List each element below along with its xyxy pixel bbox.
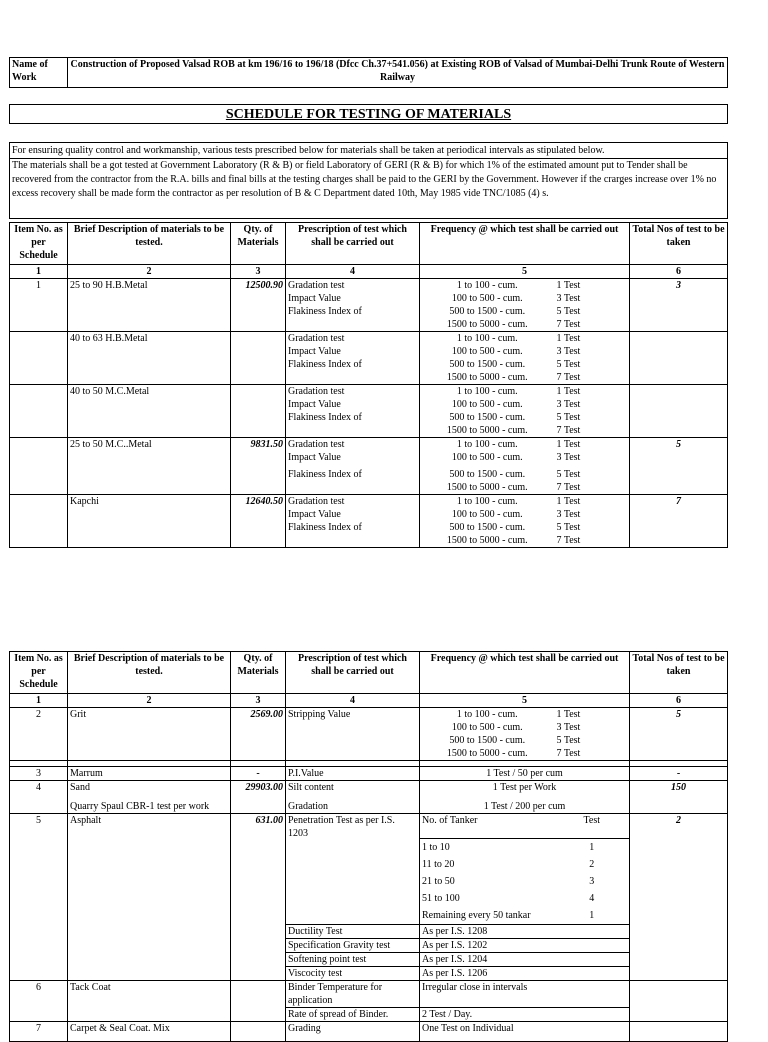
- freq-test: 5 Test: [556, 522, 581, 533]
- name-of-work-text: Construction of Proposed Valsad ROB at km 196/16 to 196/18 (Dfcc Ch.37+541.056) at Existing ROB of Valsad of Mumbai-Delhi Trunk Route of Western Railway: [68, 58, 728, 88]
- freq-range: 500 to 1500 - cum.: [449, 359, 526, 370]
- freq-range: 1 to 100 - cum.: [456, 439, 518, 450]
- freq-range: 1500 to 5000 - cum.: [446, 372, 528, 383]
- col-num-5: 5: [420, 694, 630, 708]
- testing-table-2: [9, 651, 728, 1042]
- item-number: [10, 438, 68, 495]
- material-quantity: [231, 332, 286, 385]
- material-description: Kapchi: [68, 495, 231, 548]
- frequency-ranges: [420, 708, 555, 761]
- freq-test: 3 Test: [556, 509, 581, 520]
- col-num-3: 3: [231, 694, 286, 708]
- test-prescription: [286, 438, 420, 495]
- sand-freq: 1 Test per Work: [492, 782, 557, 793]
- freq-test: 7 Test: [556, 482, 581, 493]
- total-tests: 2: [630, 814, 728, 981]
- freq-test: 1 Test: [556, 386, 581, 397]
- tanker-test-count: 2: [589, 859, 595, 870]
- freq-test: 3 Test: [556, 293, 581, 304]
- total-tests: 150: [630, 781, 728, 814]
- frequency-text: As per I.S. 1204: [420, 953, 630, 967]
- tanker-test-count: 3: [589, 876, 595, 887]
- total-tests: [630, 385, 728, 438]
- freq-test: 5 Test: [556, 306, 581, 317]
- total-tests: [630, 981, 728, 1022]
- test-name: Flakiness Index of: [288, 359, 362, 370]
- frequency-tests: [555, 495, 630, 548]
- test-name: Impact Value: [288, 399, 341, 410]
- quarry-label: Quarry Spaul CBR-1 test per work: [70, 801, 210, 812]
- quarry-freq: 1 Test / 200 per cum: [483, 801, 566, 812]
- freq-range: 1500 to 5000 - cum.: [446, 319, 528, 330]
- material-description: Tack Coat: [68, 981, 231, 1022]
- material-quantity: 12500.90: [231, 279, 286, 332]
- frequency-tests: [555, 332, 630, 385]
- table-row-grit: [10, 708, 728, 761]
- col-num-3: 3: [231, 265, 286, 279]
- frequency-text: One Test on Individual: [420, 1022, 630, 1042]
- frequency-tests: [555, 708, 630, 761]
- freq-test: 1 Test: [556, 439, 581, 450]
- silt-test: Silt content: [288, 782, 334, 793]
- test-name: Impact Value: [288, 346, 341, 357]
- material-quantity: [231, 1022, 286, 1042]
- table-row-asphalt: [10, 814, 728, 925]
- test-name: Gradation test: [288, 333, 345, 344]
- freq-test: 5 Test: [556, 735, 581, 746]
- test-prescription: [286, 385, 420, 438]
- tanker-test-header: Test: [555, 814, 630, 839]
- col-num-2: 2: [68, 265, 231, 279]
- test-prescription: Ductility Test: [286, 925, 420, 939]
- material-description: Grit: [68, 708, 231, 761]
- material-description: 40 to 50 M.C.Metal: [68, 385, 231, 438]
- table-row: [10, 385, 728, 438]
- tanker-test-count: 4: [589, 893, 595, 904]
- test-name: Flakiness Index of: [288, 469, 362, 480]
- material-description: Asphalt: [68, 814, 231, 981]
- header-qty: Qty. of Materials: [231, 223, 286, 265]
- freq-test: 5 Test: [556, 359, 581, 370]
- frequency-ranges: [420, 438, 555, 495]
- tanker-range: 51 to 100: [422, 893, 460, 904]
- tanker-range: 1 to 10: [422, 842, 450, 853]
- col-num-4: 4: [286, 694, 420, 708]
- test-prescription: Specification Gravity test: [286, 939, 420, 953]
- freq-test: 5 Test: [556, 412, 581, 423]
- test-prescription: Stripping Value: [286, 708, 420, 761]
- freq-test: 3 Test: [556, 346, 581, 357]
- freq-range: 1 to 100 - cum.: [456, 280, 518, 291]
- table-row: [10, 495, 728, 548]
- tanker-header: No. of Tanker: [420, 814, 555, 839]
- test-prescription: Grading: [286, 1022, 420, 1042]
- tanker-test-count: 1: [589, 910, 595, 921]
- test-name: Impact Value: [288, 452, 341, 463]
- freq-test: 7 Test: [556, 319, 581, 330]
- intro-line-1: For ensuring quality control and workmanship, various tests prescribed below for materials shall be taken at periodical intervals as stipulated below.: [10, 144, 727, 159]
- freq-test: 1 Test: [556, 496, 581, 507]
- tanker-ranges: [420, 814, 555, 925]
- test-name: Impact Value: [288, 293, 341, 304]
- table-row-carpet: [10, 1022, 728, 1042]
- freq-test: 1 Test: [556, 333, 581, 344]
- freq-test: 1 Test: [556, 280, 581, 291]
- material-description: 40 to 63 H.B.Metal: [68, 332, 231, 385]
- material-description: 25 to 90 H.B.Metal: [68, 279, 231, 332]
- material-description: Marrum: [68, 767, 231, 781]
- frequency-ranges: [420, 332, 555, 385]
- material-quantity: 29903.00: [231, 781, 286, 814]
- header-qty: Qty. of Materials: [231, 652, 286, 694]
- freq-range: 1500 to 5000 - cum.: [446, 425, 528, 436]
- col-num-6: 6: [630, 694, 728, 708]
- header-total: Total Nos of test to be taken: [630, 223, 728, 265]
- material-quantity: [231, 385, 286, 438]
- frequency-text: 1 Test / 50 per cum: [420, 767, 630, 781]
- test-name: Flakiness Index of: [288, 412, 362, 423]
- frequency-ranges: [420, 495, 555, 548]
- total-tests: [630, 332, 728, 385]
- freq-range: 500 to 1500 - cum.: [449, 735, 526, 746]
- testing-table-1: [9, 222, 728, 548]
- header-frequency: Frequency @ which test shall be carried out: [420, 652, 630, 694]
- table-row-marrum: [10, 767, 728, 781]
- item-number: [10, 495, 68, 548]
- schedule-title: SCHEDULE FOR TESTING OF MATERIALS: [225, 107, 512, 122]
- test-name: Impact Value: [288, 509, 341, 520]
- test-name: Gradation test: [288, 386, 345, 397]
- material-quantity: -: [231, 767, 286, 781]
- total-tests: [630, 1022, 728, 1042]
- test-prescription: [286, 781, 420, 814]
- freq-range: 1 to 100 - cum.: [456, 709, 518, 720]
- item-number: [10, 332, 68, 385]
- total-tests: 5: [630, 708, 728, 761]
- header-item: Item No. as per Schedule: [10, 652, 68, 694]
- tanker-range: 21 to 50: [422, 876, 455, 887]
- freq-range: 500 to 1500 - cum.: [449, 469, 526, 480]
- tanker-range: Remaining every 50 tankar: [422, 910, 531, 921]
- material-description: [68, 781, 231, 814]
- freq-range: 100 to 500 - cum.: [451, 722, 523, 733]
- item-number: 5: [10, 814, 68, 981]
- header-desc: Brief Description of materials to be tested.: [68, 652, 231, 694]
- frequency-text: As per I.S. 1202: [420, 939, 630, 953]
- freq-range: 1500 to 5000 - cum.: [446, 535, 528, 546]
- freq-range: 1 to 100 - cum.: [456, 333, 518, 344]
- table-row: [10, 279, 728, 332]
- col-num-6: 6: [630, 265, 728, 279]
- test-prescription: [286, 279, 420, 332]
- item-number: 2: [10, 708, 68, 761]
- freq-range: 1500 to 5000 - cum.: [446, 482, 528, 493]
- test-prescription: P.I.Value: [286, 767, 420, 781]
- frequency-text: As per I.S. 1208: [420, 925, 630, 939]
- frequency-ranges: [420, 385, 555, 438]
- item-number: [10, 385, 68, 438]
- freq-test: 7 Test: [556, 372, 581, 383]
- freq-test: 3 Test: [556, 722, 581, 733]
- test-name: Gradation test: [288, 496, 345, 507]
- freq-range: 500 to 1500 - cum.: [449, 522, 526, 533]
- material-quantity: 2569.00: [231, 708, 286, 761]
- col-num-5: 5: [420, 265, 630, 279]
- frequency-text: 2 Test / Day.: [420, 1008, 630, 1022]
- item-number: 6: [10, 981, 68, 1022]
- freq-test: 3 Test: [556, 399, 581, 410]
- test-name: Gradation test: [288, 280, 345, 291]
- freq-range: 100 to 500 - cum.: [451, 452, 523, 463]
- material-description: Carpet & Seal Coat. Mix: [68, 1022, 231, 1042]
- gradation-test: Gradation: [288, 801, 328, 812]
- header-item: Item No. as per Schedule: [10, 223, 68, 265]
- table-row-tack-coat: [10, 981, 728, 1008]
- header-total: Total Nos of test to be taken: [630, 652, 728, 694]
- test-prescription: [286, 495, 420, 548]
- freq-test: 7 Test: [556, 748, 581, 759]
- material-quantity: 631.00: [231, 814, 286, 981]
- test-name: Flakiness Index of: [288, 306, 362, 317]
- test-prescription: Rate of spread of Binder.: [286, 1008, 420, 1022]
- test-prescription: Softening point test: [286, 953, 420, 967]
- freq-test: 1 Test: [556, 709, 581, 720]
- frequency-ranges: [420, 279, 555, 332]
- schedule-title-box: [9, 104, 728, 124]
- frequency-text: Irregular close in intervals: [420, 981, 630, 1008]
- freq-range: 1 to 100 - cum.: [456, 386, 518, 397]
- material-quantity: [231, 981, 286, 1022]
- header-prescription: Prescription of test which shall be carried out: [286, 223, 420, 265]
- freq-range: 500 to 1500 - cum.: [449, 306, 526, 317]
- header-frequency: Frequency @ which test shall be carried out: [420, 223, 630, 265]
- freq-test: 3 Test: [556, 452, 581, 463]
- tanker-tests: [555, 814, 630, 925]
- frequency-tests: [555, 279, 630, 332]
- col-num-2: 2: [68, 694, 231, 708]
- name-of-work-label: Name of Work: [10, 58, 68, 88]
- freq-range: 100 to 500 - cum.: [451, 509, 523, 520]
- col-num-1: 1: [10, 265, 68, 279]
- freq-range: 100 to 500 - cum.: [451, 399, 523, 410]
- material-quantity: 9831.50: [231, 438, 286, 495]
- test-prescription: [286, 332, 420, 385]
- col-num-1: 1: [10, 694, 68, 708]
- sand-label: Sand: [70, 782, 90, 793]
- test-name: Gradation test: [288, 439, 345, 450]
- frequency-tests: [555, 438, 630, 495]
- total-tests: 3: [630, 279, 728, 332]
- material-description: 25 to 50 M.C..Metal: [68, 438, 231, 495]
- freq-range: 100 to 500 - cum.: [451, 346, 523, 357]
- frequency-text: As per I.S. 1206: [420, 967, 630, 981]
- freq-range: 100 to 500 - cum.: [451, 293, 523, 304]
- test-prescription: Viscocity test: [286, 967, 420, 981]
- col-num-4: 4: [286, 265, 420, 279]
- frequency-tests: [555, 385, 630, 438]
- item-number: 1: [10, 279, 68, 332]
- test-prescription: Penetration Test as per I.S. 1203: [286, 814, 420, 925]
- total-tests: 5: [630, 438, 728, 495]
- freq-test: 7 Test: [556, 425, 581, 436]
- name-of-work-table: [9, 57, 728, 88]
- item-number: 7: [10, 1022, 68, 1042]
- table-row: [10, 332, 728, 385]
- header-desc: Brief Description of materials to be tested.: [68, 223, 231, 265]
- item-number: 3: [10, 767, 68, 781]
- intro-line-2: The materials shall be a got tested at Government Laboratory (R & B) or field Laboratory of GERI (R & B) for which 1% of the estimated amount put to Tender shall be recovered from the contractor from the R.A. bills and final bills at the testing charges shall be paid to the GERI by the Government. However if the crarges increase over 1% no excess recovery shall be made form the contractor as per resolution of B & C Department dated 10th, May 1985 vide TNC/1085 (4) s.: [12, 160, 717, 199]
- freq-range: 1500 to 5000 - cum.: [446, 748, 528, 759]
- tanker-test-count: 1: [589, 842, 595, 853]
- total-tests: 7: [630, 495, 728, 548]
- intro-box: [9, 142, 728, 219]
- freq-test: 5 Test: [556, 469, 581, 480]
- item-number: 4: [10, 781, 68, 814]
- total-tests: -: [630, 767, 728, 781]
- freq-range: 500 to 1500 - cum.: [449, 412, 526, 423]
- freq-range: 1 to 100 - cum.: [456, 496, 518, 507]
- test-name: Flakiness Index of: [288, 522, 362, 533]
- frequency-text: [420, 781, 630, 814]
- material-quantity: 12640.50: [231, 495, 286, 548]
- tanker-range: 11 to 20: [422, 859, 455, 870]
- test-prescription: Binder Temperature for application: [286, 981, 420, 1008]
- table-row: [10, 438, 728, 495]
- header-prescription: Prescription of test which shall be carried out: [286, 652, 420, 694]
- freq-test: 7 Test: [556, 535, 581, 546]
